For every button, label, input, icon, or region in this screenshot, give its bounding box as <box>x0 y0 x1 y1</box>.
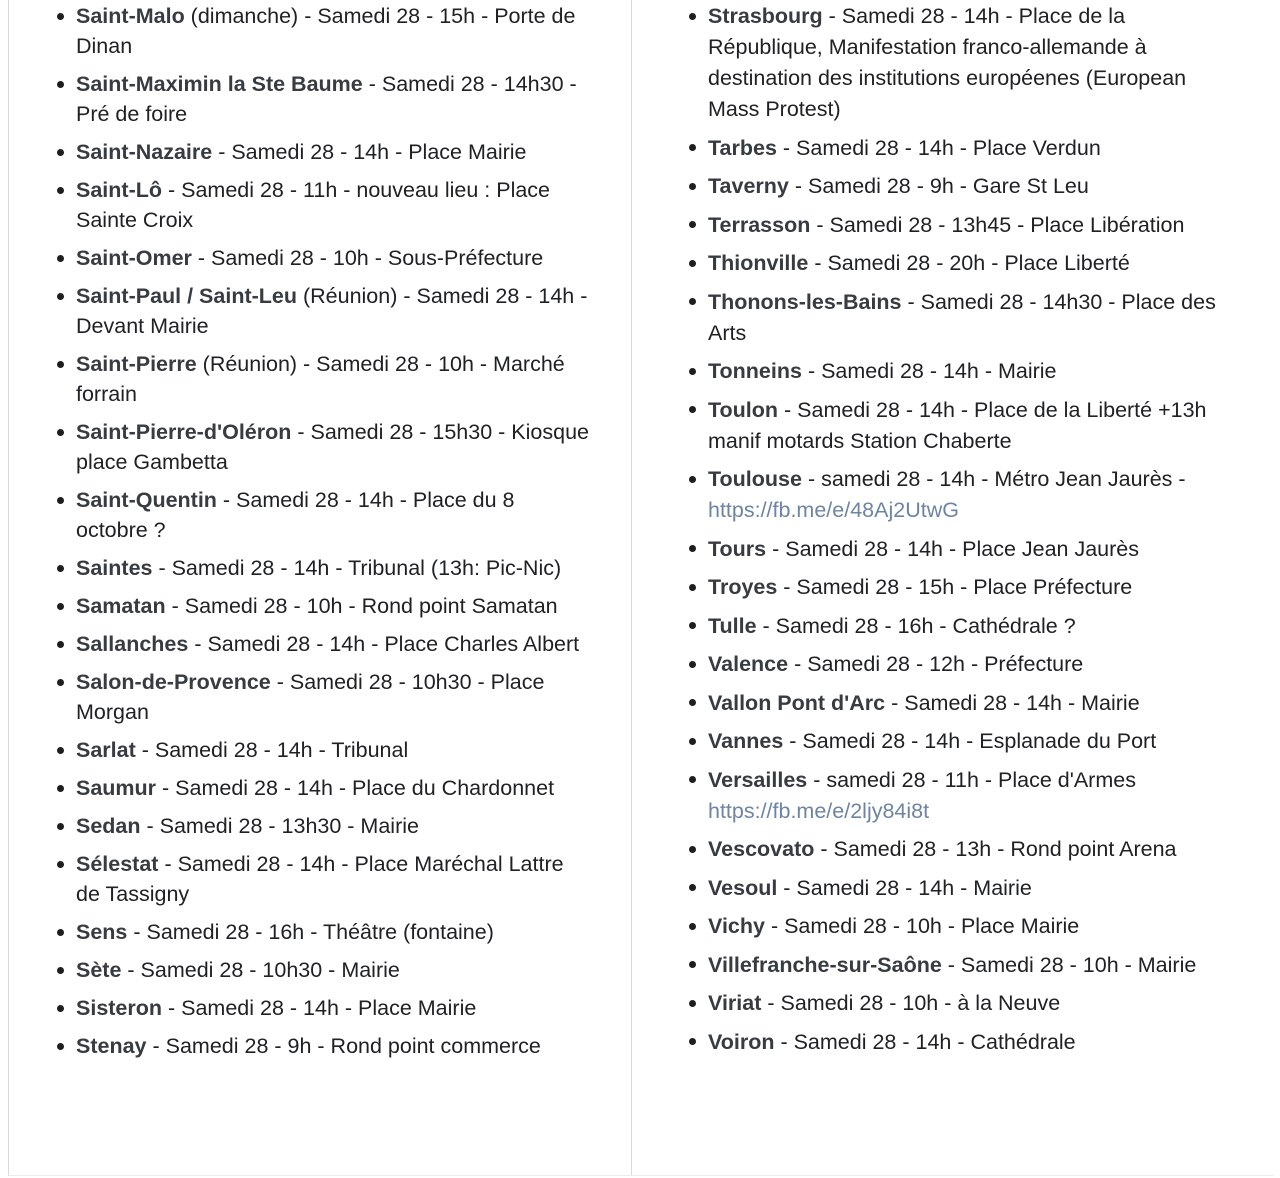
city-name: Saint-Omer <box>76 246 192 270</box>
city-name: Saintes <box>76 556 153 580</box>
event-details: - Samedi 28 - 15h - Place Préfecture <box>777 575 1133 599</box>
city-name: Terrasson <box>708 212 811 237</box>
event-item <box>76 667 591 727</box>
event-details: - Samedi 28 - 10h - Place Mairie <box>764 914 1080 938</box>
event-item <box>708 464 1239 526</box>
city-name: Samatan <box>76 594 166 618</box>
event-item <box>708 834 1239 865</box>
event-details: - Samedi 28 - 14h30 - Place des Arts <box>708 289 1216 345</box>
city-name: Vallon Pont d'Arc <box>708 690 886 715</box>
city-name: Saint-Lô <box>76 178 162 202</box>
city-name: Sarlat <box>76 738 136 762</box>
event-item <box>76 349 591 409</box>
event-item <box>708 171 1239 202</box>
city-name: Saint-Quentin <box>76 488 217 512</box>
event-details: - Samedi 28 - 14h - Tribunal (13h: Pic-Nic) <box>152 556 562 580</box>
events-column-left <box>9 0 632 1175</box>
event-item <box>708 534 1239 565</box>
event-details: (Réunion) - Samedi 28 - 10h - Marché forrain <box>76 352 565 406</box>
event-details: - Samedi 28 - 14h - Place de la Liberté +13h manif motards Station Chaberte <box>708 397 1207 453</box>
city-name: Salon-de-Provence <box>76 670 271 694</box>
city-name: Sens <box>76 920 128 944</box>
event-item <box>708 133 1239 164</box>
city-name: Toulon <box>708 397 779 422</box>
city-name: Valence <box>708 652 789 676</box>
event-details: - Samedi 28 - 13h45 - Place Libération <box>810 212 1185 237</box>
event-item <box>76 281 591 341</box>
event-item <box>76 849 591 909</box>
event-item <box>708 649 1239 680</box>
city-name: Sedan <box>76 814 141 838</box>
event-item <box>76 735 591 765</box>
event-item <box>708 572 1239 603</box>
city-name: Tulle <box>708 613 757 638</box>
city-name: Saint-Nazaire <box>76 140 213 164</box>
city-name: Viriat <box>708 991 762 1015</box>
city-name: Strasbourg <box>708 4 823 28</box>
city-name: Vannes <box>708 729 784 753</box>
event-item <box>76 243 591 273</box>
event-item <box>708 726 1239 757</box>
event-details: - Samedi 28 - 14h - Place Verdun <box>776 135 1101 160</box>
event-item <box>76 137 591 167</box>
events-list-right <box>632 0 1273 1058</box>
event-details: - Samedi 28 - 9h - Rond point commerce <box>146 1034 541 1058</box>
city-name: Troyes <box>708 575 778 599</box>
event-details: - Samedi 28 - 20h - Place Liberté <box>808 251 1130 275</box>
event-item <box>76 993 591 1023</box>
event-details: - Samedi 28 - 14h - Cathédrale <box>774 1029 1076 1054</box>
city-name: Saint-Paul / Saint-Leu <box>76 284 297 308</box>
city-name: Toulouse <box>708 467 802 491</box>
event-details: - Samedi 28 - 13h - Rond point Arena <box>814 837 1177 861</box>
event-details: - Samedi 28 - 10h - Mairie <box>941 952 1197 977</box>
event-details: - Samedi 28 - 16h - Théâtre (fontaine) <box>127 920 494 944</box>
event-details: - Samedi 28 - 14h - Esplanade du Port <box>783 729 1157 753</box>
event-item <box>76 917 591 947</box>
event-details: - Samedi 28 - 14h - Place de la République, Manifestation franco-allemande à destination des institutions européenes (European Mass Protest) <box>708 4 1187 121</box>
event-details: - Samedi 28 - 10h30 - Place Morgan <box>76 670 545 724</box>
city-name: Voiron <box>708 1029 775 1054</box>
city-name: Tonneins <box>708 359 802 383</box>
event-item <box>708 1027 1239 1058</box>
event-item <box>708 765 1239 827</box>
city-name: Taverny <box>708 174 789 198</box>
event-item <box>76 1 591 61</box>
city-name: Vesoul <box>708 875 778 900</box>
event-item <box>708 950 1239 981</box>
event-details: - Samedi 28 - 14h - Place Jean Jaurès <box>766 536 1139 561</box>
event-details: - Samedi 28 - 14h - Mairie <box>777 875 1032 900</box>
city-name: Versailles <box>708 767 808 792</box>
city-name: Saint-Malo <box>76 4 185 28</box>
city-name: Thonons-les-Bains <box>708 289 902 314</box>
city-name: Sallanches <box>76 632 189 656</box>
city-name: Tarbes <box>708 135 777 160</box>
event-details: - Samedi 28 - 11h - nouveau lieu : Place Sainte Croix <box>76 178 551 232</box>
city-name: Saint-Maximin la Ste Baume <box>76 72 363 96</box>
event-details: - Samedi 28 - 13h30 - Mairie <box>140 814 419 838</box>
events-column-right <box>632 0 1273 1175</box>
event-details: (dimanche) - Samedi 28 - 15h - Porte de Dinan <box>76 4 576 58</box>
city-name: Sisteron <box>76 996 163 1020</box>
event-details: - Samedi 28 - 14h - Place Mairie <box>212 140 527 164</box>
event-item <box>708 988 1239 1019</box>
event-details: - Samedi 28 - 12h - Préfecture <box>788 652 1084 676</box>
city-name: Vichy <box>708 914 765 938</box>
city-name: Saint-Pierre-d'Oléron <box>76 420 292 444</box>
event-item <box>76 591 591 621</box>
event-details: - Samedi 28 - 16h - Cathédrale ? <box>756 613 1076 638</box>
event-details: - Samedi 28 - 14h - Place Maréchal Lattre de Tassigny <box>76 852 564 906</box>
city-name: Sélestat <box>76 852 159 876</box>
events-table <box>8 0 1273 1176</box>
event-item <box>708 1 1239 125</box>
event-details: - Samedi 28 - 14h - Place du Chardonnet <box>156 776 555 800</box>
city-name: Villefranche-sur-Saône <box>708 952 942 977</box>
event-item <box>708 356 1239 387</box>
event-item <box>76 1031 591 1061</box>
event-item <box>708 395 1239 457</box>
event-item <box>76 955 591 985</box>
city-name: Sète <box>76 958 122 982</box>
facebook-event-link[interactable]: https://fb.me/e/48Aj2UtwG <box>708 498 959 522</box>
event-item <box>708 210 1239 241</box>
event-details: - samedi 28 - 11h - Place d'Armes <box>807 767 1136 792</box>
event-item <box>708 688 1239 719</box>
event-item <box>76 629 591 659</box>
event-details: - Samedi 28 - 14h - Tribunal <box>135 738 409 762</box>
events-list-left <box>9 0 631 1061</box>
event-details: - Samedi 28 - 14h - Place du 8 octobre ? <box>76 488 515 542</box>
event-item <box>76 773 591 803</box>
event-item <box>76 811 591 841</box>
city-name: Vescovato <box>708 837 815 861</box>
event-item <box>708 287 1239 349</box>
event-details: - Samedi 28 - 10h - à la Neuve <box>761 991 1061 1015</box>
event-details: (Réunion) - Samedi 28 - 14h - Devant Mairie <box>76 284 588 338</box>
event-details: - Samedi 28 - 9h - Gare St Leu <box>788 174 1089 198</box>
event-item <box>76 485 591 545</box>
event-item <box>76 417 591 477</box>
facebook-event-link[interactable]: https://fb.me/e/2ljy84i8t <box>708 798 930 823</box>
event-item <box>708 873 1239 904</box>
event-details: - Samedi 28 - 10h - Sous-Préfecture <box>191 246 544 270</box>
event-details: - Samedi 28 - 14h - Place Charles Albert <box>188 632 580 656</box>
event-details: - Samedi 28 - 14h - Place Mairie <box>162 996 477 1020</box>
event-item <box>76 69 591 129</box>
event-item <box>708 611 1239 642</box>
city-name: Tours <box>708 536 767 561</box>
event-item <box>708 911 1239 942</box>
event-item <box>708 248 1239 279</box>
event-details: - Samedi 28 - 14h30 - Pré de foire <box>76 72 577 126</box>
event-details: - Samedi 28 - 10h - Rond point Samatan <box>165 594 558 618</box>
event-item <box>76 175 591 235</box>
event-details: - Samedi 28 - 15h30 - Kiosque place Gambetta <box>76 420 589 474</box>
event-details: - samedi 28 - 14h - Métro Jean Jaurès - <box>801 467 1186 491</box>
event-item <box>76 553 591 583</box>
city-name: Stenay <box>76 1034 147 1058</box>
city-name: Saumur <box>76 776 157 800</box>
city-name: Saint-Pierre <box>76 352 197 376</box>
event-details: - Samedi 28 - 14h - Mairie <box>801 359 1057 383</box>
event-details: - Samedi 28 - 10h30 - Mairie <box>121 958 400 982</box>
event-details: - Samedi 28 - 14h - Mairie <box>885 690 1140 715</box>
city-name: Thionville <box>708 251 809 275</box>
